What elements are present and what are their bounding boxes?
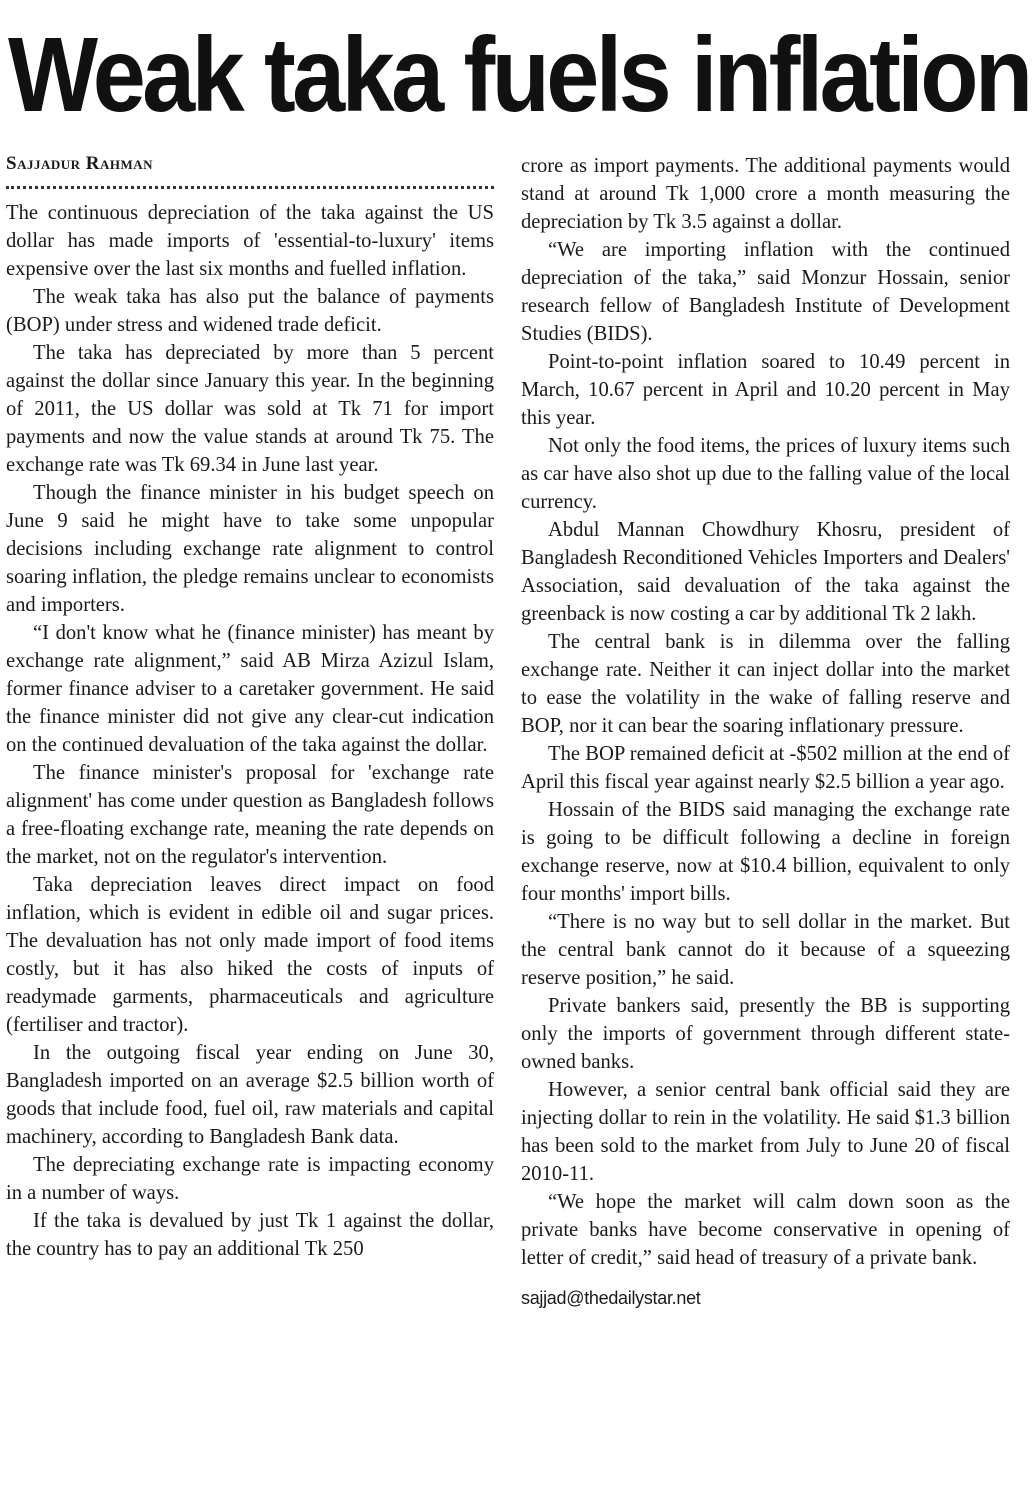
headline: Weak taka fuels inflation — [8, 16, 1030, 134]
paragraph: The continuous depreciation of the taka against the US dollar has made imports of 'essential-to-luxury' items expensive over the last six months and fuelled inflation. — [6, 202, 494, 280]
paragraph: In the outgoing fiscal year ending on June 30, Bangladesh imported on an average $2.5 billion worth of goods that include food, fuel oil, raw materials and capital machinery, according to Bangladesh Bank data. — [6, 1042, 494, 1148]
paragraph: “There is no way but to sell dollar in the market. But the central bank cannot do it because of a squeezing reserve position,” he said. — [521, 911, 1010, 989]
paragraph: “I don't know what he (finance minister) has meant by exchange rate alignment,” said AB Mirza Azizul Islam, former finance adviser to a caretaker government. He said the finance minister did not give any clear-cut indication on the continued devaluation of the taka against the dollar. — [6, 622, 494, 756]
paragraph: Abdul Mannan Chowdhury Khosru, president of Bangladesh Reconditioned Vehicles Importers and Dealers' Association, said devaluation of the taka against the greenback is now costing a car by additional Tk 2 lakh. — [521, 519, 1010, 625]
paragraph: The depreciating exchange rate is impacting economy in a number of ways. — [6, 1154, 494, 1204]
paragraph: If the taka is devalued by just Tk 1 against the dollar, the country has to pay an additional Tk 250 — [6, 1210, 494, 1260]
paragraph: The finance minister's proposal for 'exchange rate alignment' has come under question as Bangladesh follows a free-floating exchange rate, meaning the rate depends on the market, not on the regulator's intervention. — [6, 762, 494, 868]
paragraph: The weak taka has also put the balance of payments (BOP) under stress and widened trade deficit. — [6, 286, 494, 336]
paragraph: “We are importing inflation with the continued depreciation of the taka,” said Monzur Hossain, senior research fellow of Bangladesh Institute of Development Studies (BIDS). — [521, 239, 1010, 345]
paragraph: However, a senior central bank official said they are injecting dollar to rein in the volatility. He said $1.3 billion has been sold to the market from July to June 20 of fiscal 2010-11. — [521, 1079, 1010, 1185]
paragraph-continued: crore as import payments. The additional payments would stand at around Tk 1,000 crore a month measuring the depreciation by Tk 3.5 against a dollar. — [521, 155, 1010, 233]
paragraph: “We hope the market will calm down soon as the private banks have become conservative in opening of letter of credit,” said head of treasury of a private bank. — [521, 1191, 1010, 1269]
left-column — [6, 150, 494, 1263]
paragraph: Point-to-point inflation soared to 10.49 percent in March, 10.67 percent in April and 10.20 percent in May this year. — [521, 351, 1010, 429]
byline: Sajjadur Rahman — [6, 153, 154, 174]
paragraph: Though the finance minister in his budget speech on June 9 said he might have to take some unpopular decisions including exchange rate alignment to control soaring inflation, the pledge remains unclear to economists and importers. — [6, 482, 494, 616]
paragraph: Hossain of the BIDS said managing the exchange rate is going to be difficult following a decline in foreign exchange reserve, now at $10.4 billion, equivalent to only four months' import bills. — [521, 799, 1010, 905]
paragraph: The BOP remained deficit at -$502 million at the end of April this fiscal year against nearly $2.5 billion a year ago. — [521, 743, 1010, 793]
paragraph: The central bank is in dilemma over the falling exchange rate. Neither it can inject dollar into the market to ease the volatility in the wake of falling reserve and BOP, nor it can bear the soaring inflationary pressure. — [521, 631, 1010, 737]
paragraph: Not only the food items, the prices of luxury items such as car have also shot up due to the falling value of the local currency. — [521, 435, 1010, 513]
paragraph: Taka depreciation leaves direct impact on food inflation, which is evident in edible oil and sugar prices. The devaluation has not only made import of food items costly, but it has also hiked the costs of inputs of readymade garments, pharmaceuticals and agriculture (fertiliser and tractor). — [6, 874, 494, 1036]
byline-divider — [6, 186, 494, 189]
paragraph: The taka has depreciated by more than 5 percent against the dollar since January this year. In the beginning of 2011, the US dollar was sold at Tk 71 for import payments and now the value stands at around Tk 75. The exchange rate was Tk 69.34 in June last year. — [6, 342, 494, 476]
right-column — [521, 152, 1010, 1309]
paragraph: Private bankers said, presently the BB is supporting only the imports of government through different state-owned banks. — [521, 995, 1010, 1073]
author-email[interactable]: sajjad@thedailystar.net — [521, 1288, 701, 1308]
